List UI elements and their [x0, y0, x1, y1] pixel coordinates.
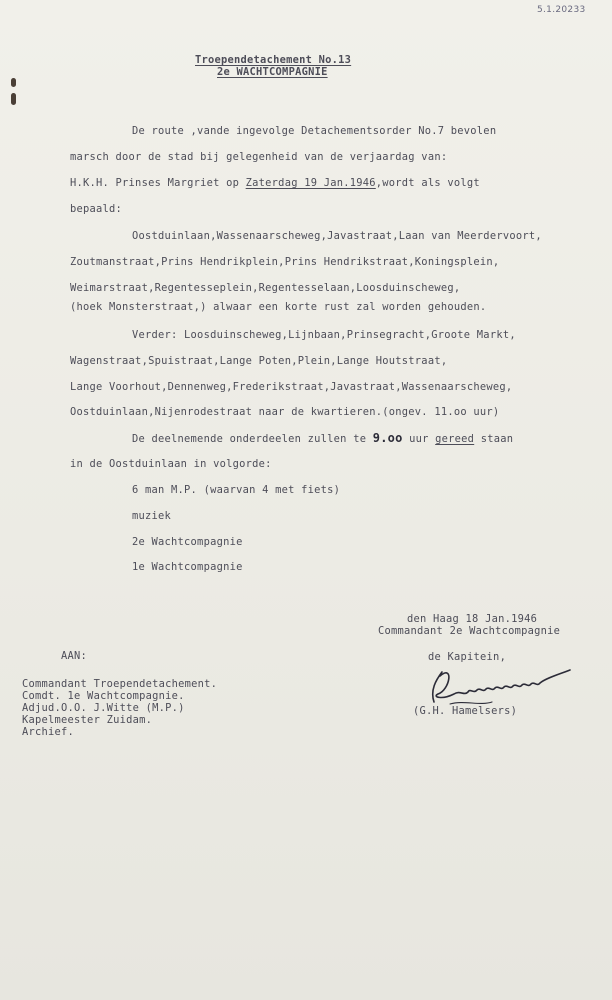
addressee: Comdt. 1e Wachtcompagnie. [22, 690, 185, 702]
intro-text: H.K.H. Prinses Margriet op [70, 177, 246, 189]
addressees-label: AAN: [61, 650, 88, 662]
signatory-name: (G.H. Hamelsers) [413, 705, 518, 717]
intro-line: bepaald: [70, 203, 123, 215]
addressee: Kapelmeester Zuidam. [22, 714, 153, 726]
order-item: 2e Wachtcompagnie [132, 536, 243, 548]
intro-line: De route ,vande ingevolge Detachementsorder No.7 bevolen [132, 125, 497, 137]
further-route-line: Lange Voorhout,Dennenweg,Frederikstraat,Javastraat,Wassenaarscheweg, [70, 381, 513, 393]
order-item: muziek [132, 510, 172, 522]
addressee: Adjud.O.O. J.Witte (M.P.) [22, 702, 185, 714]
addressee: Commandant Troependetachement. [22, 678, 218, 690]
further-route-line: Oostduinlaan,Nijenrodestraat naar de kwartieren.(ongev. 11.oo uur) [70, 406, 500, 418]
unit-title: Troependetachement No.13 [195, 54, 352, 66]
order-item: 1e Wachtcompagnie [132, 561, 243, 573]
route-line: Oostduinlaan,Wassenaarscheweg,Javastraat,Laan van Meerdervoort, [132, 230, 542, 242]
assembly-time: 9.oo [372, 431, 403, 445]
assembly-line [132, 432, 513, 445]
route-line: Weimarstraat,Regentesseplein,Regentesselaan,Loosduinscheweg, [70, 282, 461, 294]
assembly-text: De deelnemende onderdeelen zullen te [132, 433, 373, 445]
place-date: den Haag 18 Jan.1946 [407, 613, 538, 625]
intro-line [70, 177, 480, 189]
parade-date: Zaterdag 19 Jan.1946 [245, 177, 376, 189]
archive-reference: 5.1.20233 [537, 5, 586, 15]
company-title: 2e WACHTCOMPAGNIE [217, 66, 328, 78]
route-line: (hoek Monsterstraat,) alwaar een korte rust zal worden gehouden. [70, 301, 487, 313]
assembly-text: staan [474, 433, 514, 445]
route-line: Zoutmanstraat,Prins Hendrikplein,Prins Hendrikstraat,Koningsplein, [70, 256, 500, 268]
intro-text: ,wordt als volgt [375, 177, 480, 189]
signatory-role: Commandant 2e Wachtcompagnie [378, 625, 561, 637]
further-route-line: Verder: Loosduinscheweg,Lijnbaan,Prinsegracht,Groote Markt, [132, 329, 516, 341]
punch-hole-mark [11, 93, 16, 105]
assembly-text: uur [402, 433, 436, 445]
ready-word: gereed [435, 433, 475, 445]
further-route-line: Wagenstraat,Spuistraat,Lange Poten,Plein,Lange Houtstraat, [70, 355, 448, 367]
intro-line: marsch door de stad bij gelegenheid van de verjaardag van: [70, 151, 448, 163]
punch-hole-mark [11, 78, 16, 87]
addressee: Archief. [22, 726, 75, 738]
assembly-line: in de Oostduinlaan in volgorde: [70, 458, 272, 470]
signatory-rank: de Kapitein, [428, 651, 507, 663]
order-item: 6 man M.P. (waarvan 4 met fiets) [132, 484, 341, 496]
